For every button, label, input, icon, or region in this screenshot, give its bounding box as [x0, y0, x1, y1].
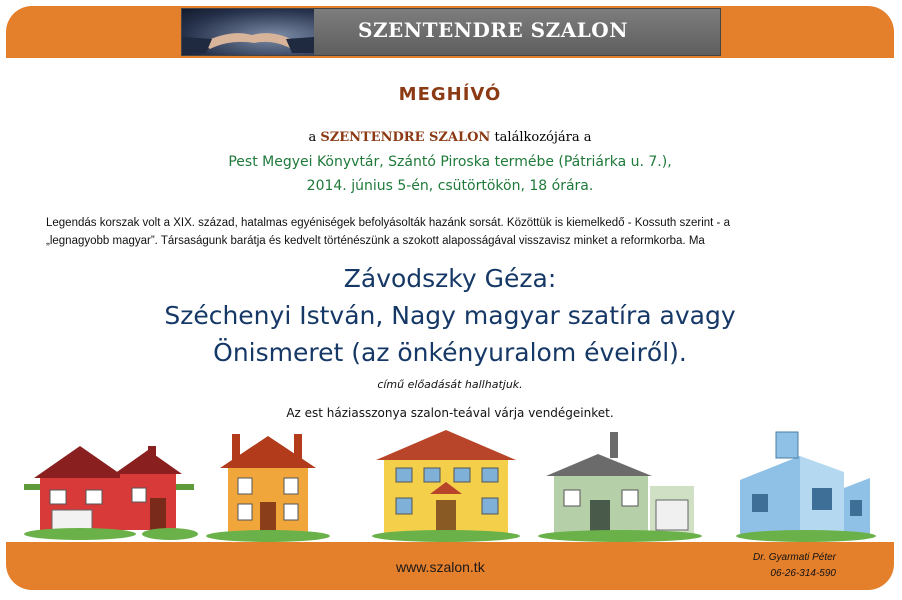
yellow-house-icon	[372, 430, 520, 542]
orange-house-icon	[206, 434, 330, 542]
blue-modern-house-icon	[736, 432, 876, 542]
date-line: 2014. június 5-én, csütörtökön, 18 órára.	[306, 178, 594, 194]
lecture-suffix: című előadását hallhatjuk.	[377, 378, 523, 391]
invitation-title: MEGHÍVÓ	[398, 84, 502, 105]
lecture-title-line-1: Széchenyi István, Nagy magyar szatíra avagy	[164, 301, 736, 330]
hostess-note: Az est háziasszonya szalon-teával várja vendégeinket.	[286, 406, 614, 420]
lecture-title-line-2: Önismeret (az önkényuralom éveiről).	[213, 338, 687, 367]
handshake-image	[182, 9, 314, 55]
intro-suffix: találkozójára a	[490, 130, 592, 145]
website-link[interactable]: www.szalon.tk	[396, 559, 485, 575]
intro-prefix: a	[308, 130, 321, 145]
description-line-2: „legnagyobb magyar”. Társaságunk barátja és kedvelt történészünk a szokott alaposságával visszavisz minket a reformkorba. Ma	[46, 235, 705, 247]
description-paragraph	[46, 214, 856, 250]
handshake-icon	[182, 9, 314, 55]
houses-illustration	[20, 428, 880, 544]
description-line-1: Legendás korszak volt a XIX. század, hatalmas egyéniségek befolyásolták hazánk sorsát. Közöttük is kiemelkedő - Kossuth szerint - a	[46, 217, 730, 229]
speaker-name: Závodszky Géza:	[343, 264, 557, 293]
intro-organization: SZENTENDRE SZALON	[320, 130, 491, 145]
green-house-icon	[538, 432, 702, 542]
red-house-icon	[24, 446, 198, 540]
header-banner	[181, 8, 721, 56]
invitation-frame	[6, 6, 894, 590]
contact-phone: 06-26-314-590	[770, 568, 836, 579]
venue-line: Pest Megyei Könyvtár, Szántó Piroska termébe (Pátriárka u. 7.),	[228, 154, 672, 170]
content-panel	[6, 58, 894, 542]
contact-name: Dr. Gyarmati Péter	[753, 552, 836, 563]
banner-title: SZENTENDRE SZALON	[358, 18, 628, 42]
invitation-intro	[6, 130, 894, 145]
